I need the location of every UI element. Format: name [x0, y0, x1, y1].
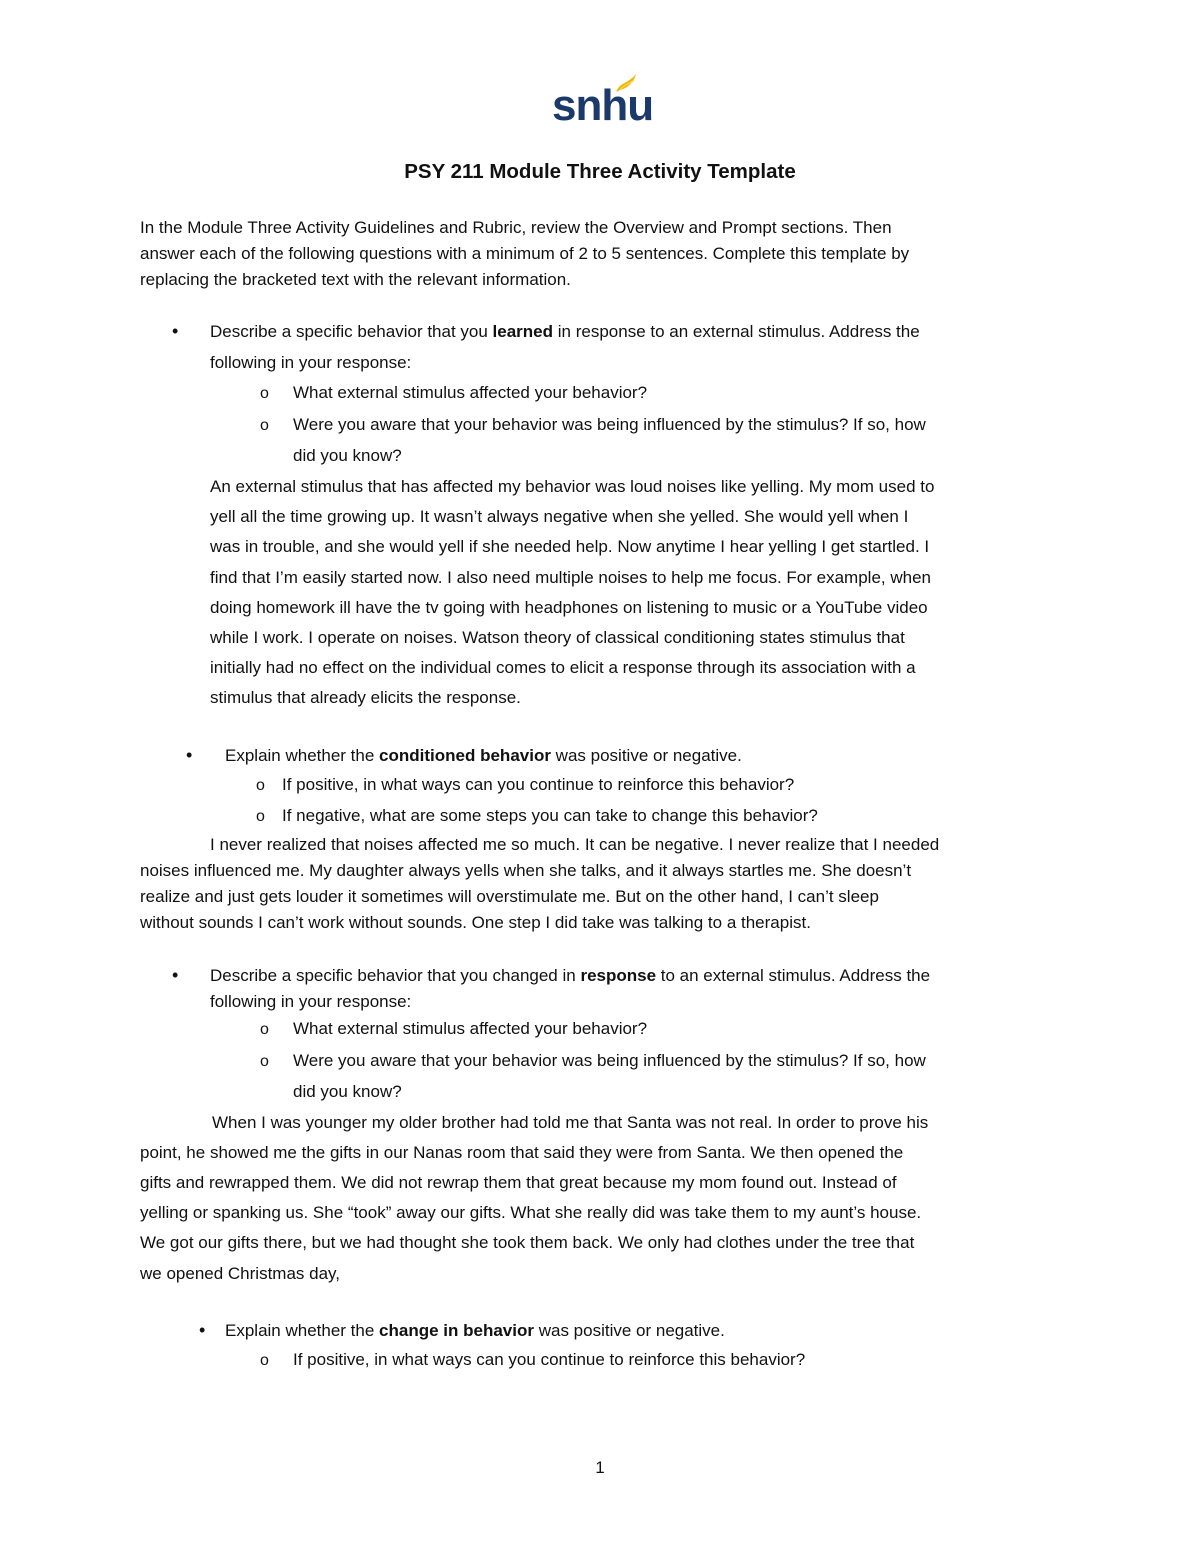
q4-prompt [225, 1320, 725, 1342]
q1-answer-line-4: find that I’m easily started now. I also need multiple noises to help me focus. For example, when [210, 568, 931, 587]
intro-line-3: replacing the bracketed text with the relevant information. [140, 270, 571, 289]
q2-sub-marker-1: o [256, 777, 265, 794]
q2-answer-line-2: noises influenced me. My daughter always yells when she talks, and it always startles me. She doesn’t [140, 861, 912, 880]
q4-bold: change in behavior [379, 1321, 534, 1340]
q3-answer-line-3: gifts and rewrapped them. We did not rewrap them that great because my mom found out. Instead of [140, 1173, 897, 1192]
snhu-logo [552, 72, 654, 134]
q4-pre: Explain whether the [225, 1321, 380, 1340]
q2-post: was positive or negative. [550, 746, 742, 765]
q3-answer-line-4: yelling or spanking us. She “took” away our gifts. What she really did was take them to my aunt’s house. [140, 1203, 922, 1222]
q2-pre: Explain whether the [225, 746, 380, 765]
q2-sub-marker-2: o [256, 808, 265, 825]
q4-sub-marker-1: o [260, 1352, 269, 1369]
q1-answer-line-6: while I work. I operate on noises. Watson theory of classical conditioning states stimulus that [210, 628, 905, 647]
q2-answer-line-3: realize and just gets louder it sometimes will overstimulate me. But on the other hand, I can’t sleep [140, 887, 879, 906]
q1-sub-marker-1: o [260, 385, 269, 402]
bullet-2: • [186, 745, 193, 765]
intro-line-2: answer each of the following questions with a minimum of 2 to 5 sentences. Complete this template by [140, 244, 910, 263]
q3-post: to an external stimulus. Address the [656, 966, 931, 985]
q1-answer-line-2: yell all the time growing up. It wasn’t always negative when she yelled. She would yell when I [210, 507, 909, 526]
q3-sub-2a: Were you aware that your behavior was being influenced by the stimulus? If so, how [293, 1051, 926, 1070]
q1-sub-2b: did you know? [293, 446, 402, 465]
q4-sub-1: If positive, in what ways can you continue to reinforce this behavior? [293, 1350, 806, 1369]
q3-answer-line-5: We got our gifts there, but we had thought she took them back. We only had clothes under the tree that [140, 1233, 915, 1252]
q2-sub-1: If positive, in what ways can you continue to reinforce this behavior? [282, 775, 795, 794]
q2-prompt [225, 745, 742, 767]
q1-answer-line-8: stimulus that already elicits the response. [210, 688, 521, 707]
page-number: 1 [595, 1458, 605, 1477]
q2-answer-line-1: I never realized that noises affected me so much. It can be negative. I never realize that I needed [210, 835, 940, 854]
q1-sub-marker-2: o [260, 417, 269, 434]
q1-answer-line-7: initially had no effect on the individual comes to elicit a response through its association with a [210, 658, 916, 677]
q3-answer-line-1: When I was younger my older brother had told me that Santa was not real. In order to prove his [212, 1113, 929, 1132]
q1-prompt-line-1 [210, 321, 920, 343]
q3-answer-line-6: we opened Christmas day, [140, 1264, 341, 1283]
q2-bold: conditioned behavior [379, 746, 551, 765]
q1-post: in response to an external stimulus. Address the [553, 322, 920, 341]
bullet-1: • [172, 321, 179, 341]
bullet-3: • [172, 965, 179, 985]
q3-sub-marker-1: o [260, 1021, 269, 1038]
q1-answer-line-5: doing homework ill have the tv going with headphones on listening to music or a YouTube video [210, 598, 928, 617]
q3-sub-marker-2: o [260, 1053, 269, 1070]
q1-prompt-line-2: following in your response: [210, 353, 412, 372]
q3-prompt-line-2: following in your response: [210, 992, 412, 1011]
q1-answer-line-3: was in trouble, and she would yell if she needed help. Now anytime I hear yelling I get startled. I [210, 537, 930, 556]
q1-sub-1: What external stimulus affected your behavior? [293, 383, 648, 402]
q3-prompt-line-1 [210, 965, 930, 987]
page-title: PSY 211 Module Three Activity Template [404, 160, 796, 183]
q1-answer-line-1: An external stimulus that has affected my behavior was loud noises like yelling. My mom used to [210, 477, 935, 496]
q3-answer-line-2: point, he showed me the gifts in our Nanas room that said they were from Santa. We then opened the [140, 1143, 904, 1162]
q3-bold: response [580, 966, 657, 985]
q1-sub-2a: Were you aware that your behavior was being influenced by the stimulus? If so, how [293, 415, 926, 434]
q3-sub-1: What external stimulus affected your behavior? [293, 1019, 648, 1038]
intro-line-1: In the Module Three Activity Guidelines and Rubric, review the Overview and Prompt sections. Then [140, 218, 892, 237]
q3-sub-2b: did you know? [293, 1082, 402, 1101]
q2-sub-2: If negative, what are some steps you can take to change this behavior? [282, 806, 818, 825]
q4-post: was positive or negative. [533, 1321, 725, 1340]
q1-pre: Describe a specific behavior that you [210, 322, 493, 341]
q3-pre: Describe a specific behavior that you changed in [210, 966, 581, 985]
logo-text: snhu [552, 81, 654, 130]
q1-bold: learned [492, 322, 554, 341]
q2-answer-line-4: without sounds I can’t work without sounds. One step I did take was talking to a therapist. [140, 913, 811, 932]
bullet-4: • [199, 1320, 206, 1340]
